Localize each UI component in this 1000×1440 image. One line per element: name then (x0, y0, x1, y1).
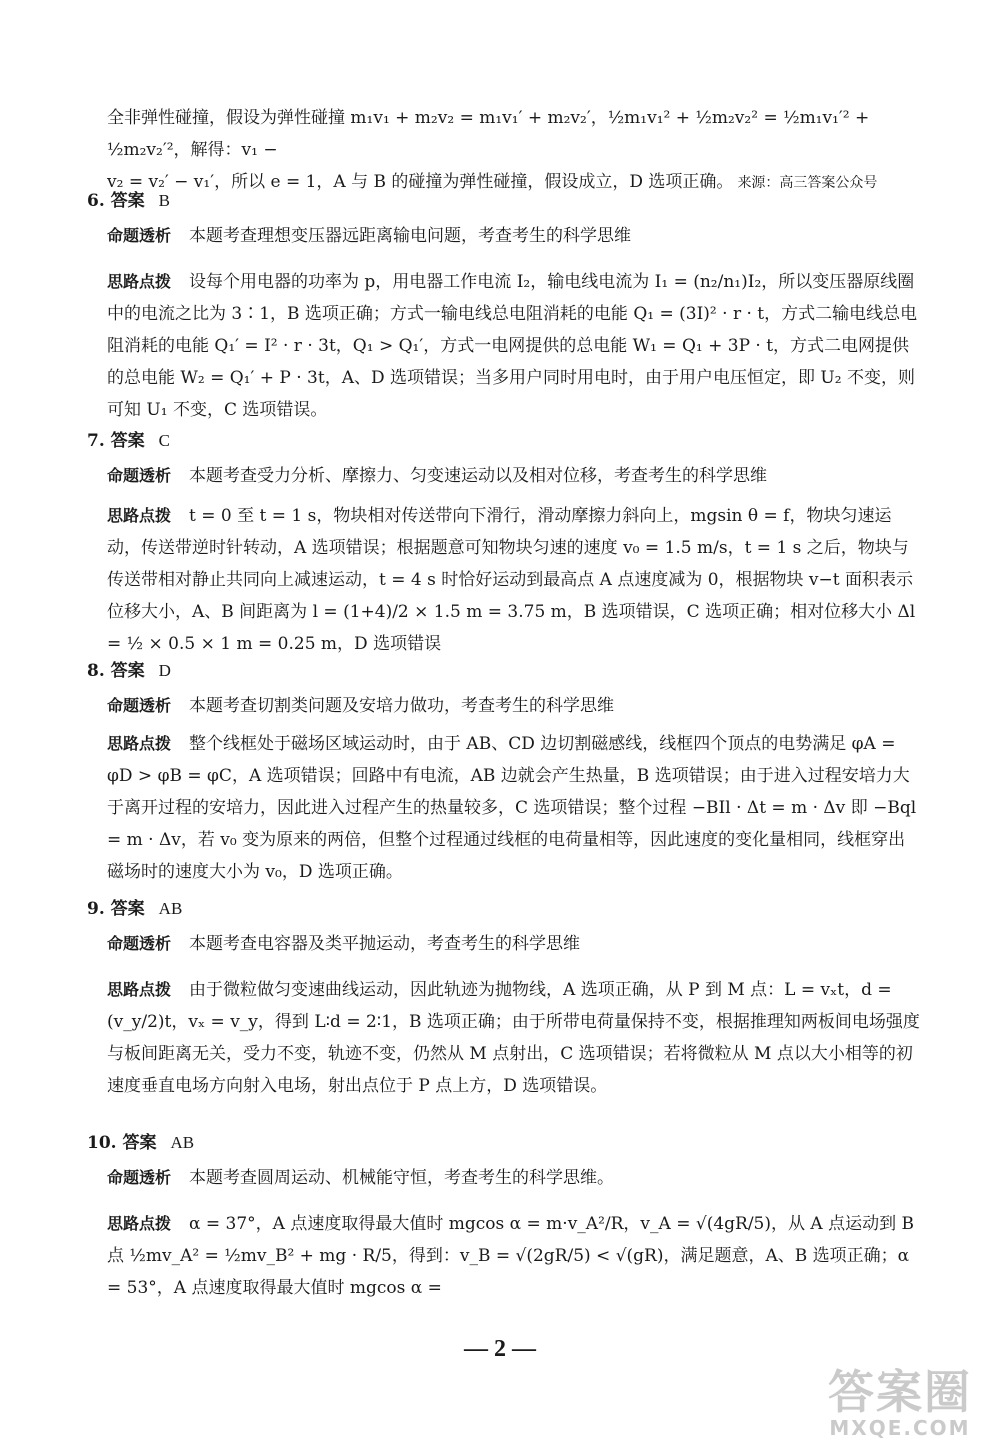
hint-text: 由于微粒做匀变速曲线运动，因此轨迹为抛物线，A 选项正确，从 P 到 M 点：L = vₓt，d = (v_y/2)t，vₓ = v_y，得到 L∶d = 2∶1，B 选项正确；由于所带电荷量保持不变，根据推理知两板间电场强度与板间距离无关，受力不变，轨迹不变，仍然从 M 点射出，C 选项错误；若将微粒从 M 点以大小相等的初速度垂直电场方向射入电场，射出点位于 P 点上方，D 选项错误。 (107, 980, 920, 1096)
question-7-header (87, 426, 170, 451)
hint-label: 思路点拨 (107, 272, 172, 291)
answer-value: AB (170, 1133, 195, 1152)
question-8-header (87, 656, 171, 681)
answer-value: C (158, 431, 171, 450)
hint-label: 思路点拨 (107, 506, 172, 525)
answer-label: 答案 (110, 191, 145, 211)
question-6-hint (107, 266, 922, 426)
intent-label: 命题透析 (107, 226, 172, 245)
intro-paragraph (107, 102, 922, 199)
answer-label: 答案 (110, 431, 145, 451)
answer-label: 答案 (122, 1133, 157, 1153)
question-number: 10. (87, 1133, 117, 1153)
answer-label: 答案 (110, 899, 145, 919)
intent-text: 本题考查圆周运动、机械能守恒，考查考生的科学思维。 (189, 1168, 615, 1188)
question-6-header (87, 186, 170, 211)
question-10-header (87, 1128, 194, 1153)
question-6-intent (107, 220, 922, 252)
intro-line-2 (107, 166, 922, 199)
hint-text: 整个线框处于磁场区域运动时，由于 AB、CD 边切割磁感线，线框四个顶点的电势满足 φA = φD > φB = φC，A 选项错误；回路中有电流，AB 边就会产生热量，B 选项错误；由于进入过程安培力大于离开过程的安培力，因此进入过程产生的热量较多，C 选项错误；整个过程 −BIl · Δt = m · Δv 即 −Bql = m · Δv，若 v₀ 变为原来的两倍，但整个过程通过线框的电荷量相等，因此速度的变化量相同，线框穿出磁场时的速度大小为 v₀，D 选项正确。 (107, 734, 917, 882)
hint-text: t = 0 至 t = 1 s，物块相对传送带向下滑行，滑动摩擦力斜向上，mgsin θ = f，物块匀速运动，传送带逆时针转动，A 选项错误；根据题意可知物块匀速的速度 v₀ = 1.5 m/s，t = 1 s 之后，物块与传送带相对静止共同向上减速运动，t = 4 s 时恰好运动到最高点 A 点速度减为 0，根据物块 v−t 面积表示位移大小，A、B 间距离为 l = (1+4)/2 × 1.5 m = 3.75 m，B 选项错误，C 选项正确；相对位移大小 Δl = ½ × 0.5 × 1 m = 0.25 m，D 选项错误 (107, 506, 916, 654)
hint-text: α = 37°，A 点速度取得最大值时 mgcos α = m·v_A²/R，v_A = √(4gR/5)，从 A 点运动到 B 点 ½mv_A² = ½mv_B² + mg · R/5，得到：v_B = √(2gR/5) < √(gR)，满足题意，A、B 选项正确；α = 53°，A 点速度取得最大值时 mgcos α = (107, 1214, 914, 1298)
hint-text: 设每个用电器的功率为 p，用电器工作电流 I₂，输电线电流为 I₁ = (n₂/n₁)I₂，所以变压器原线圈中的电流之比为 3∶1，B 选项正确；方式一输电线总电阻消耗的电能 Q₁ = (3I)² · r · t，方式二输电线总电阻消耗的电能 Q₁′ = I² · r · 3t，Q₁ > Q₁′，方式一电网提供的总电能 W₁ = Q₁ + 3P · t，方式二电网提供的总电能 W₂ = Q₁′ + P · 3t，A、D 选项错误；当多用户同时用电时，由于用户电压恒定，即 U₂ 不变，则可知 U₁ 不变，C 选项错误。 (107, 272, 918, 420)
watermark-title: 答案圈 (828, 1365, 972, 1419)
answer-value: B (158, 191, 171, 210)
source-note: 来源：高三答案公众号 (737, 175, 878, 191)
question-9-intent (107, 928, 922, 960)
question-10-hint (107, 1208, 922, 1304)
watermark-logo (828, 1356, 972, 1440)
question-10-intent (107, 1162, 922, 1194)
question-7-hint (107, 500, 922, 660)
intent-text: 本题考查理想变压器远距离输电问题，考查考生的科学思维 (189, 226, 632, 246)
hint-label: 思路点拨 (107, 734, 172, 753)
question-number: 7. (87, 431, 105, 451)
intent-label: 命题透析 (107, 1168, 172, 1187)
intent-text: 本题考查切割类问题及安培力做功，考查考生的科学思维 (189, 696, 615, 716)
intent-label: 命题透析 (107, 466, 172, 485)
answer-label: 答案 (110, 661, 145, 681)
intent-text: 本题考查受力分析、摩擦力、匀变速运动以及相对位移，考查考生的科学思维 (189, 466, 768, 486)
hint-label: 思路点拨 (107, 1214, 172, 1233)
question-8-hint (107, 728, 922, 888)
hint-label: 思路点拨 (107, 980, 172, 999)
question-number: 6. (87, 191, 105, 211)
intent-label: 命题透析 (107, 696, 172, 715)
page-number: — 2 — (464, 1336, 536, 1362)
question-number: 9. (87, 899, 105, 919)
question-9-header (87, 894, 182, 919)
question-8-intent (107, 690, 922, 722)
intro-line-2-text: v₂ = v₂′ − v₁′，所以 e = 1，A 与 B 的碰撞为弹性碰撞，假设成立，D 选项正确。 (107, 172, 734, 192)
answer-value: D (158, 661, 171, 680)
question-number: 8. (87, 661, 105, 681)
watermark-url: MXQE.COM (829, 1416, 971, 1440)
question-9-hint (107, 974, 922, 1102)
intro-line-1: 全非弹性碰撞，假设为弹性碰撞 m₁v₁ + m₂v₂ = m₁v₁′ + m₂v₂′，½m₁v₁² + ½m₂v₂² = ½m₁v₁′² + ½m₂v₂′²，解得：v₁ − (107, 108, 870, 160)
answer-value: AB (158, 899, 183, 918)
intent-text: 本题考查电容器及类平抛运动，考查考生的科学思维 (189, 934, 581, 954)
intent-label: 命题透析 (107, 934, 172, 953)
question-7-intent (107, 460, 922, 492)
